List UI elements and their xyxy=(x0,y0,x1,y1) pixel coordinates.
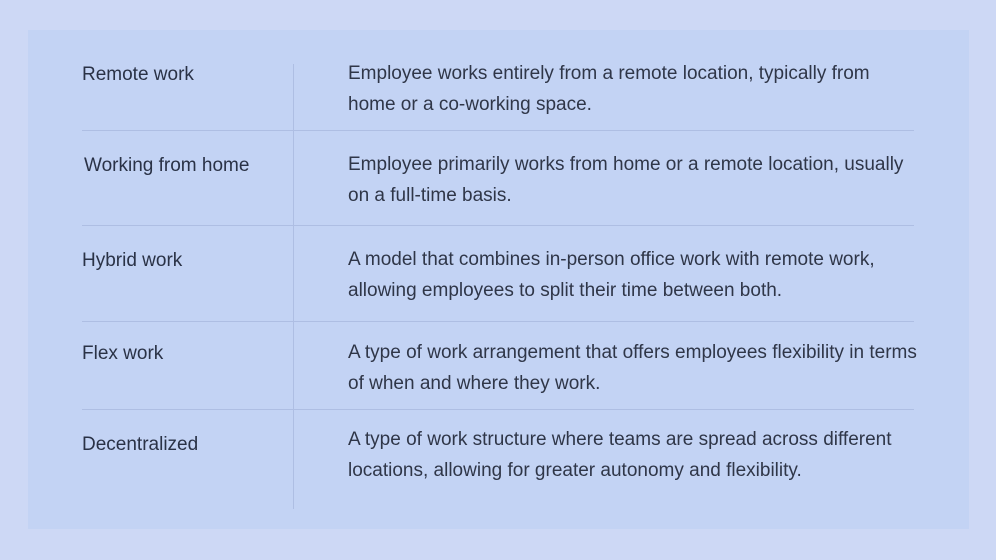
row-divider xyxy=(82,225,914,226)
term-label: Flex work xyxy=(82,343,164,364)
row-divider xyxy=(82,321,914,322)
term-label: Hybrid work xyxy=(82,250,183,271)
term-label: Working from home xyxy=(84,155,250,176)
term-description: A model that combines in-person office work with remote work, allowing employees to split their time between both. xyxy=(348,249,875,301)
term-description: Employee primarily works from home or a remote location, usually on a full-time basis. xyxy=(348,154,904,206)
term-label: Decentralized xyxy=(82,434,199,455)
term-description: A type of work arrangement that offers employees flexibility in terms of when and where they work. xyxy=(348,342,917,394)
definitions-table xyxy=(28,30,969,529)
term-description: A type of work structure where teams are spread across different locations, allowing for greater autonomy and flexibility. xyxy=(348,429,892,481)
row-divider xyxy=(82,409,914,410)
term-label: Remote work xyxy=(82,64,194,85)
row-divider xyxy=(82,130,914,131)
term-description: Employee works entirely from a remote location, typically from home or a co-working space. xyxy=(348,63,870,115)
